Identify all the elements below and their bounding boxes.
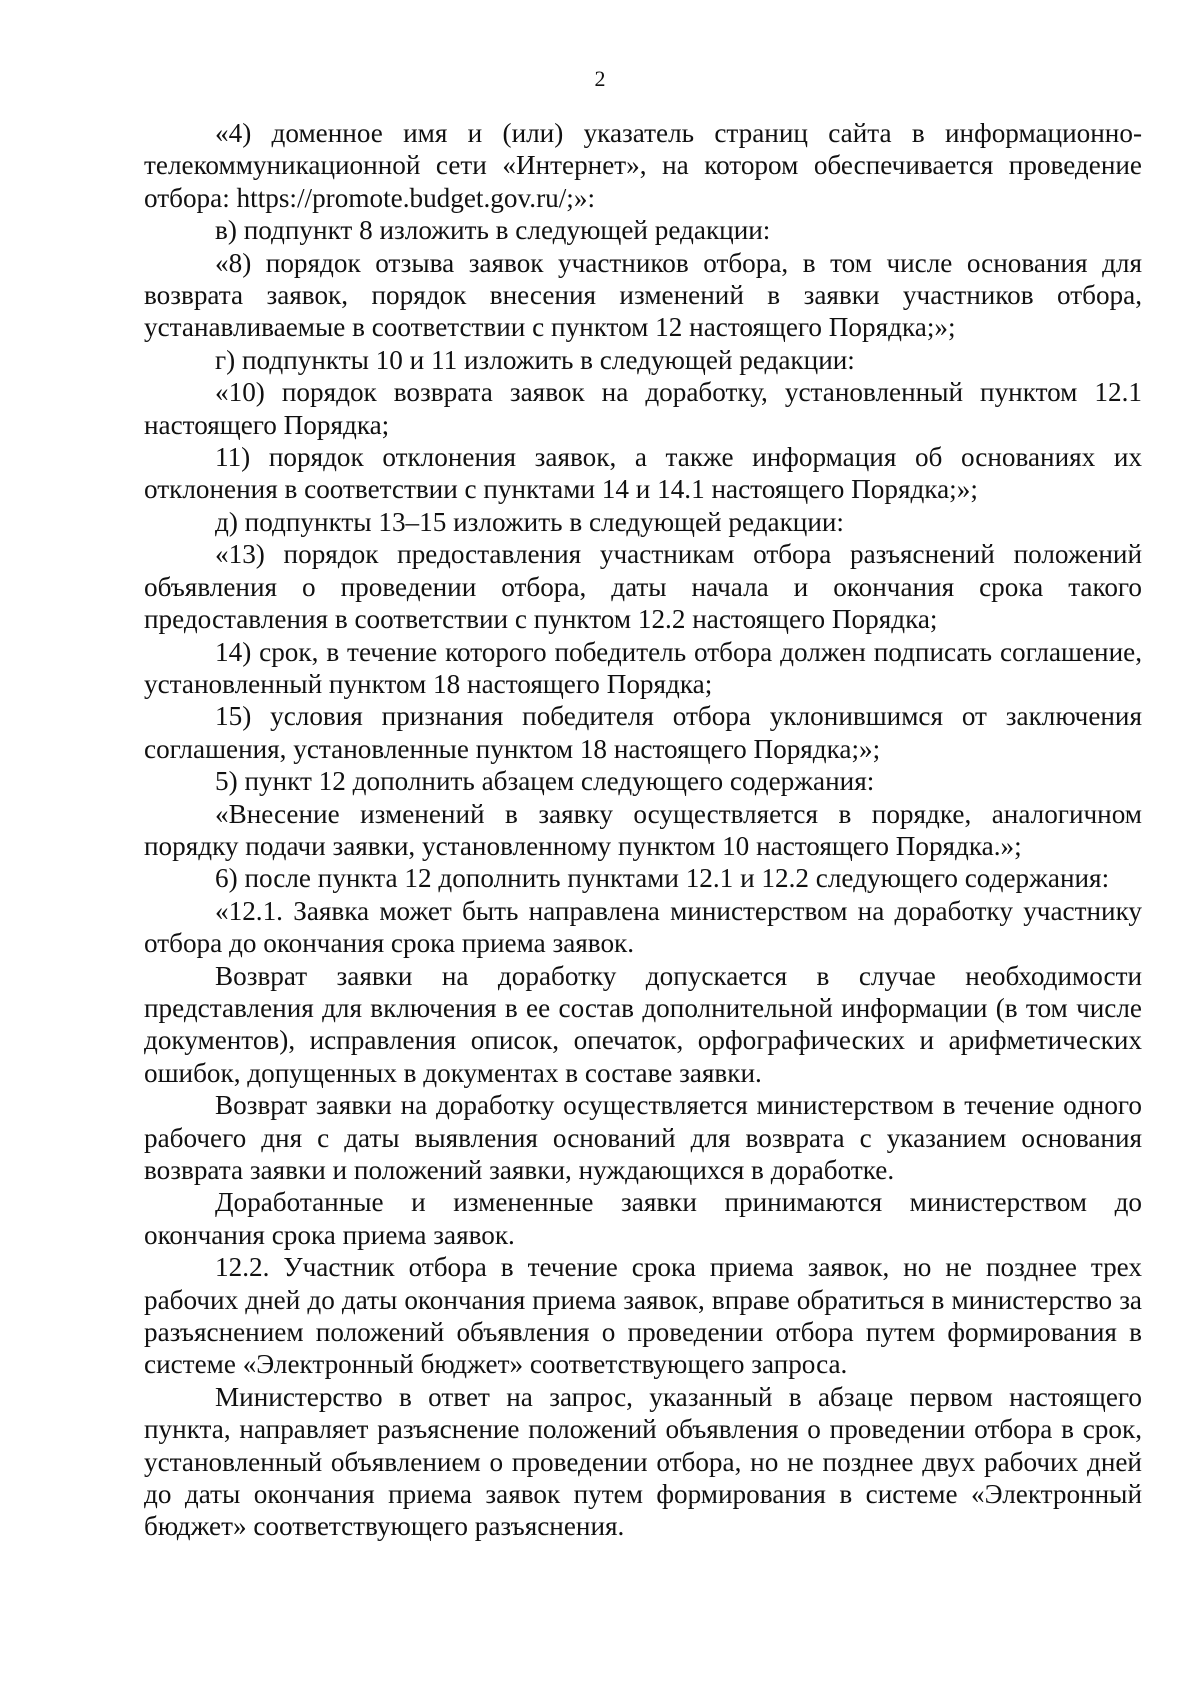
- document-body: [144, 117, 1142, 1543]
- paragraph-6-items-12-1-12-2: 6) после пункта 12 дополнить пунктами 12.1 и 12.2 следующего содержания:: [215, 863, 1110, 894]
- paragraph-ministry-response: Министерство в ответ на запрос, указанный в абзаце первом настоящего пункта, направляет разъяснение положений объявления о проведении отбора в срок, установленный объявлением о проведении отбора, но не позднее двух рабочих дней до даты окончания приема заявок путем формирования в системе «Электронный бюджет» соответствующего разъяснения.: [144, 1381, 1142, 1542]
- paragraph-item-12-2: 12.2. Участник отбора в течение срока приема заявок, но не позднее трех рабочих дней до даты окончания приема заявок, вправе обратиться в министерство за разъяснением положений объявления о проведении отбора путем формирования в системе «Электронный бюджет» соответствующего запроса.: [144, 1252, 1142, 1380]
- paragraph-return-conditions: Возврат заявки на доработку допускается в случае необходимости представления для включения в ее состав дополнительной информации (в том числе документов), исправления описок, опечаток, орфографических и арифметических ошибок, допущенных в документах в составе заявки.: [144, 960, 1142, 1088]
- paragraph-subitem-8-text: «8) порядок отзыва заявок участников отбора, в том числе основания для возврата заявок, порядок внесения изменений в заявки участников отбора, устанавливаемые в соответствии с пунктом 12 настоящего Порядка;»;: [144, 247, 1142, 343]
- paragraph-subitem-10-text: «10) порядок возврата заявок на доработку, установленный пунктом 12.1 настоящего Порядка;: [144, 377, 1142, 440]
- paragraph-revised-applications: Доработанные и измененные заявки принимаются министерством до окончания срока приема заявок.: [144, 1187, 1142, 1250]
- paragraph-g-subitems-10-11: г) подпункты 10 и 11 изложить в следующей редакции:: [215, 344, 855, 375]
- paragraph-5-item-12: 5) пункт 12 дополнить абзацем следующего содержания:: [215, 766, 875, 797]
- paragraph-return-procedure: Возврат заявки на доработку осуществляется министерством в течение одного рабочего дня с даты выявления оснований для возврата с указанием основания возврата заявки и положений заявки, нуждающихся в доработке.: [144, 1090, 1142, 1185]
- page-number: 2: [594, 66, 606, 91]
- paragraph-item-12-1: «12.1. Заявка может быть направлена министерством на доработку участнику отбора до окончания срока приема заявок.: [144, 895, 1142, 959]
- paragraph-v-subitem-8: в) подпункт 8 изложить в следующей редакции:: [215, 215, 771, 246]
- paragraph-item-12-addition: «Внесение изменений в заявку осуществляется в порядке, аналогичном порядку подачи заявки, установленному пунктом 10 настоящего Порядка.»;: [144, 798, 1142, 861]
- paragraph-4-domain-name: «4) доменное имя и (или) указатель страниц сайта в информационно-телекоммуникационной сети «Интернет», на котором обеспечивается проведение отбора: https://promote.budget.gov.ru/;»:: [144, 118, 1142, 213]
- paragraph-d-subitems-13-15: д) подпункты 13–15 изложить в следующей редакции:: [215, 506, 844, 537]
- paragraph-subitem-13-text: «13) порядок предоставления участникам отбора разъяснений положений объявления о проведении отбора, даты начала и окончания срока такого предоставления в соответствии с пунктом 12.2 настоящего Порядка;: [144, 539, 1142, 635]
- paragraph-subitem-15-text: 15) условия признания победителя отбора уклонившимся от заключения соглашения, установленные пунктом 18 настоящего Порядка;»;: [144, 701, 1142, 764]
- paragraph-subitem-11-text: 11) порядок отклонения заявок, а также информация об основаниях их отклонения в соответствии с пунктами 14 и 14.1 настоящего Порядка;»;: [144, 442, 1142, 505]
- paragraph-subitem-14-text: 14) срок, в течение которого победитель отбора должен подписать соглашение, установленный пунктом 18 настоящего Порядка;: [144, 636, 1142, 699]
